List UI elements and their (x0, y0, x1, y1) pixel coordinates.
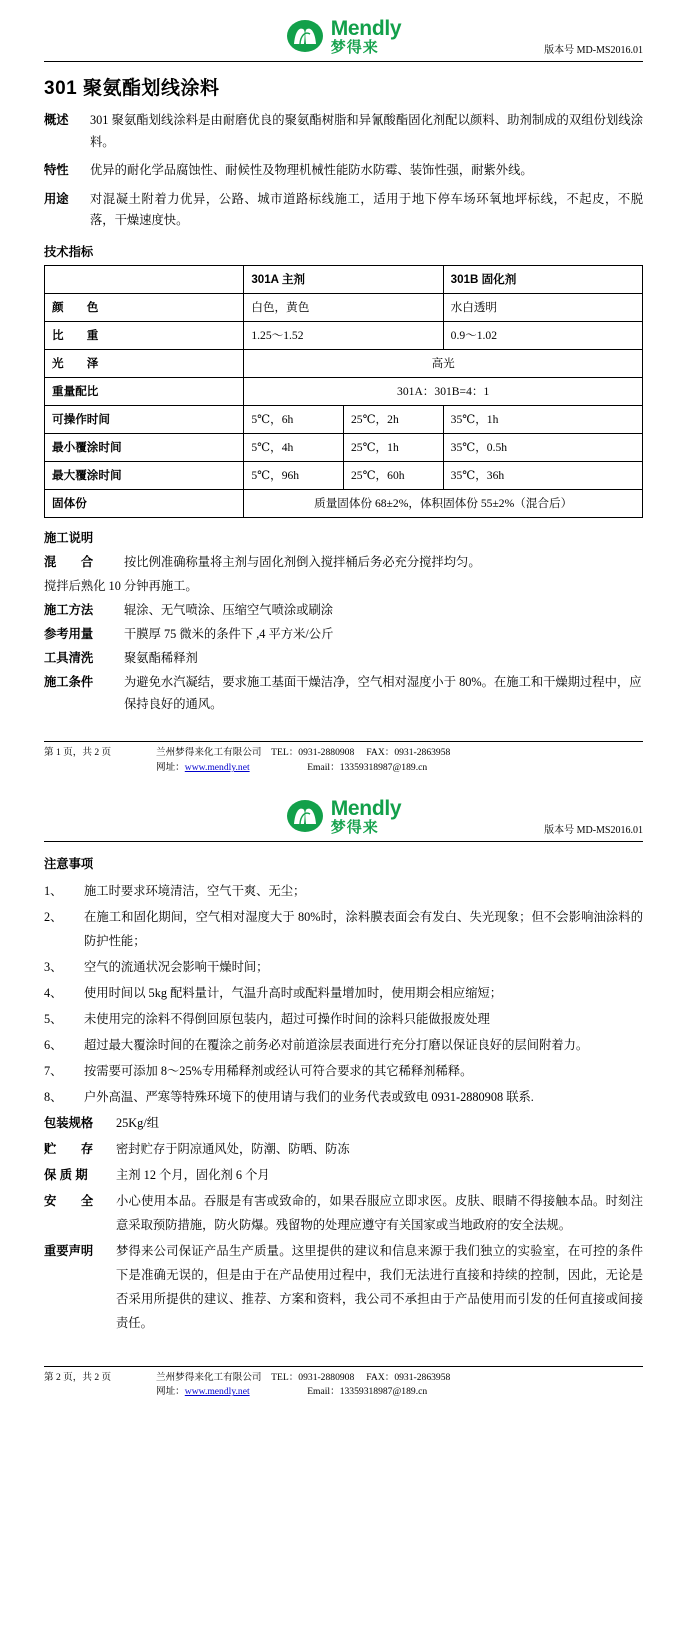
item-desc: 梦得来公司保证产品生产质量。这里提供的建议和信息来源于我们独立的实验室，在可控的条件下是准确无误的，但是由于在产品使用过程中，我们无法进行直接和持续的控制，因此，无论是否采用所提供的建议、推荐、方案和资料，我公司不承担由于产品使用而引发的任何直接或间接责任。 (116, 1243, 643, 1330)
footer-email-label: Email： (307, 1386, 340, 1398)
footer-fax: FAX：0931-2863958 (366, 747, 451, 759)
footer-page-number: 第 2 页，共 2 页 (44, 1371, 112, 1383)
note-item (44, 982, 643, 1006)
construction-desc: 为避免水汽凝结，要求施工基面干燥洁净，空气相对湿度小于 80%。在施工和干燥期过程中，应保持良好的通风。 (124, 675, 642, 712)
item-term: 重要声明 (44, 1243, 94, 1258)
item-term: 安 全 (44, 1193, 94, 1208)
page-title: 301 聚氨酯划线涂料 (44, 78, 220, 99)
item-desc: 小心使用本品。吞服是有害或致命的，如果吞服应立即求医。皮肤、眼睛不得接触本品。时刻注意采取预防措施，防火防爆。残留物的处理应遵守有关国家或当地政府的安全法规。 (116, 1193, 643, 1232)
row-label-solids: 固体份 (45, 489, 244, 517)
table-row (45, 349, 643, 377)
cell-max-recoat-35c: 35℃，36h (443, 461, 642, 489)
item-term: 包装规格 (44, 1115, 94, 1130)
item-term: 保 质 期 (44, 1167, 88, 1182)
page-1-footer (44, 741, 643, 776)
cell-gloss: 高光 (244, 349, 643, 377)
note-text: 按需要可添加 8～25%专用稀释剂或经认可符合要求的其它稀释剂稀释。 (84, 1063, 473, 1078)
note-text: 未使用完的涂料不得倒回原包装内，超过可操作时间的涂料只能做报废处理 (84, 1012, 490, 1027)
footer-contact-line-2 (156, 1385, 643, 1400)
construction-desc: 干膜厚 75 微米的条件下 ,4 平方米/公斤 (124, 626, 334, 641)
construction-list (44, 551, 643, 716)
note-text: 在施工和固化期间，空气相对湿度大于 80%时，涂料膜表面会有发白、失光现象；但不会影响油涂料的防护性能； (84, 910, 643, 949)
page-break (0, 776, 687, 788)
cell-min-recoat-5c: 5℃，4h (244, 433, 344, 461)
brand-header-page2 (44, 794, 643, 838)
cell-min-recoat-25c: 25℃，1h (343, 433, 443, 461)
footer-tel: TEL：0931-2880908 (271, 747, 355, 759)
construction-item-mixing-continuation: 搅拌后熟化 10 分钟再施工。 (44, 578, 198, 593)
definition-term: 用途 (44, 191, 69, 206)
construction-desc: 辊涂、无气喷涂、压缩空气喷涂或刷涂 (124, 602, 334, 617)
construction-item-mixing (44, 551, 643, 573)
note-number: 6、 (44, 1037, 63, 1052)
footer-email: 13359318987@189.cn (339, 762, 428, 774)
construction-desc: 按比例准确称量将主剂与固化剂倒入搅拌桶后务必充分搅拌均匀。 (124, 554, 481, 569)
brand-header (44, 14, 643, 58)
definition-description: 优异的耐化学品腐蚀性、耐候性及物理机械性能防水防霉、装饰性强，耐紫外线。 (90, 163, 533, 178)
note-text: 户外高温、严寒等特殊环境下的使用请与我们的业务代表或致电 0931-2880908 联系. (84, 1089, 534, 1104)
note-text: 超过最大覆涂时间的在覆涂之前务必对前道涂层表面进行充分打磨以保证良好的层间附着力。 (84, 1037, 589, 1052)
table-header-blank (45, 265, 244, 293)
note-item (44, 1060, 643, 1084)
note-number: 2、 (44, 910, 63, 925)
note-item (44, 1086, 643, 1110)
footer-page-number: 第 1 页，共 2 页 (44, 747, 112, 759)
construction-desc: 聚氨酯稀释剂 (124, 651, 198, 666)
definition-features (44, 160, 643, 182)
footer-line-1 (44, 1371, 643, 1386)
footer-email: 13359318987@189.cn (339, 1386, 428, 1398)
cell-color-a: 白色，黄色 (244, 293, 443, 321)
item-packaging (44, 1112, 643, 1136)
note-text: 施工时要求环境清洁，空气干爽、无尘； (84, 884, 306, 899)
row-label-pot-life: 可操作时间 (45, 405, 244, 433)
note-number: 8、 (44, 1089, 63, 1104)
item-shelf-life (44, 1164, 643, 1188)
cell-max-recoat-5c: 5℃，96h (244, 461, 344, 489)
logo-text (331, 798, 402, 835)
item-disclaimer (44, 1240, 643, 1336)
cell-color-b: 水白透明 (443, 293, 642, 321)
document-page-1 (0, 0, 687, 776)
footer-tel: TEL：0931-2880908 (271, 1371, 355, 1383)
footer-company: 兰州梦得来化工有限公司 (156, 747, 262, 759)
note-number: 4、 (44, 986, 63, 1001)
cell-solids: 质量固体份 68±2%，体积固体份 55±2%（混合后） (244, 489, 643, 517)
document-page-2 (0, 788, 687, 1400)
header-divider (44, 61, 643, 62)
logo-name-en: Mendly (330, 16, 402, 40)
footer-spacer (44, 1385, 156, 1400)
cell-pot-life-25c: 25℃，2h (343, 405, 443, 433)
cell-max-recoat-25c: 25℃，60h (343, 461, 443, 489)
footer-contact-line-1 (156, 746, 643, 761)
cell-density-b: 0.9～1.02 (443, 321, 642, 349)
row-label-mix-ratio: 重量配比 (45, 377, 244, 405)
item-term: 贮 存 (44, 1141, 94, 1156)
row-label-max-recoat: 最大覆涂时间 (45, 461, 244, 489)
construction-item-conditions (44, 671, 643, 715)
construction-item-cleaning (44, 647, 643, 669)
item-storage (44, 1138, 643, 1162)
cell-pot-life-35c: 35℃，1h (443, 405, 642, 433)
mendly-leaf-logo-icon (286, 19, 324, 53)
definition-description: 对混凝土附着力优异，公路、城市道路标线施工，适用于地下停车场环氧地坪标线，不起皮，不脱落，干燥速度快。 (90, 191, 643, 228)
note-number: 3、 (44, 960, 63, 975)
definition-uses (44, 189, 643, 232)
footer-web-label: 网址： (156, 762, 185, 774)
logo-text (331, 18, 402, 55)
footer-line-2 (44, 761, 643, 776)
footer-web-link[interactable]: www.mendly.net (184, 1386, 250, 1398)
page-2-footer (44, 1366, 643, 1401)
row-label-density: 比 重 (45, 321, 244, 349)
notes-section-heading: 注意事项 (44, 857, 94, 872)
footer-web-link[interactable]: www.mendly.net (184, 762, 250, 774)
logo-name-cn: 梦得来 (330, 38, 379, 56)
note-item (44, 1008, 643, 1032)
item-desc: 25Kg/组 (116, 1115, 160, 1130)
document-version-code: 版本号 MD-MS2016.01 (544, 45, 643, 56)
table-row (45, 461, 643, 489)
construction-item-method (44, 599, 643, 621)
cell-min-recoat-35c: 35℃，0.5h (443, 433, 642, 461)
table-row (45, 433, 643, 461)
note-text: 使用时间以 5kg 配料量计，气温升高时或配料量增加时，使用期会相应缩短； (84, 986, 503, 1001)
row-label-min-recoat: 最小覆涂时间 (45, 433, 244, 461)
construction-section-heading: 施工说明 (44, 530, 94, 545)
construction-term: 工具清洗 (44, 651, 94, 666)
item-desc: 主剂 12 个月，固化剂 6 个月 (116, 1167, 270, 1182)
construction-term: 混 合 (44, 554, 94, 569)
table-row (45, 489, 643, 517)
table-row (45, 265, 643, 293)
table-row (45, 293, 643, 321)
header-divider (44, 841, 643, 842)
note-number: 1、 (44, 884, 63, 899)
cell-pot-life-5c: 5℃，6h (244, 405, 344, 433)
spec-section-heading: 技术指标 (44, 244, 94, 259)
definition-description: 301 聚氨酯划线涂料是由耐磨优良的聚氨酯树脂和异氰酸酯固化剂配以颜料、助剂制成的双组份划线涂料。 (90, 113, 643, 149)
footer-email-label: Email： (307, 762, 340, 774)
table-header-b: 301B 固化剂 (443, 265, 642, 293)
logo-name-en: Mendly (330, 796, 402, 820)
construction-item-coverage (44, 623, 643, 645)
note-text: 空气的流通状况会影响干燥时间； (84, 960, 269, 975)
document-version-code: 版本号 MD-MS2016.01 (544, 825, 643, 837)
row-label-gloss: 光 泽 (45, 349, 244, 377)
technical-spec-table (44, 265, 643, 518)
logo-name-cn: 梦得来 (330, 818, 379, 836)
note-number: 5、 (44, 1012, 63, 1027)
logo (286, 798, 402, 835)
note-number: 7、 (44, 1063, 63, 1078)
footer-line-2 (44, 1385, 643, 1400)
footer-line-1 (44, 746, 643, 761)
cell-mix-ratio: 301A：301B=4：1 (244, 377, 643, 405)
table-header-a: 301A 主剂 (244, 265, 443, 293)
note-item (44, 906, 643, 954)
item-desc: 密封贮存于阴凉通风处，防潮、防晒、防冻 (116, 1141, 350, 1156)
table-row (45, 405, 643, 433)
note-item (44, 880, 643, 904)
footer-fax: FAX：0931-2863958 (366, 1371, 451, 1383)
item-safety (44, 1190, 643, 1238)
footer-web-label: 网址： (156, 1386, 185, 1398)
definition-term: 特性 (44, 163, 69, 178)
construction-term: 施工方法 (44, 602, 94, 617)
construction-term: 施工条件 (44, 675, 94, 690)
cell-density-a: 1.25～1.52 (244, 321, 443, 349)
note-item (44, 1034, 643, 1058)
table-row (45, 377, 643, 405)
definition-overview (44, 110, 643, 153)
footer-contact-line-1 (156, 1371, 643, 1386)
table-row (45, 321, 643, 349)
construction-term: 参考用量 (44, 626, 94, 641)
definition-term: 概述 (44, 113, 69, 127)
footer-contact-line-2 (156, 761, 643, 776)
footer-spacer (44, 761, 156, 776)
mendly-leaf-logo-icon (286, 799, 324, 833)
row-label-color: 颜 色 (45, 293, 244, 321)
note-item (44, 956, 643, 980)
footer-company: 兰州梦得来化工有限公司 (156, 1371, 262, 1383)
logo (286, 18, 402, 55)
